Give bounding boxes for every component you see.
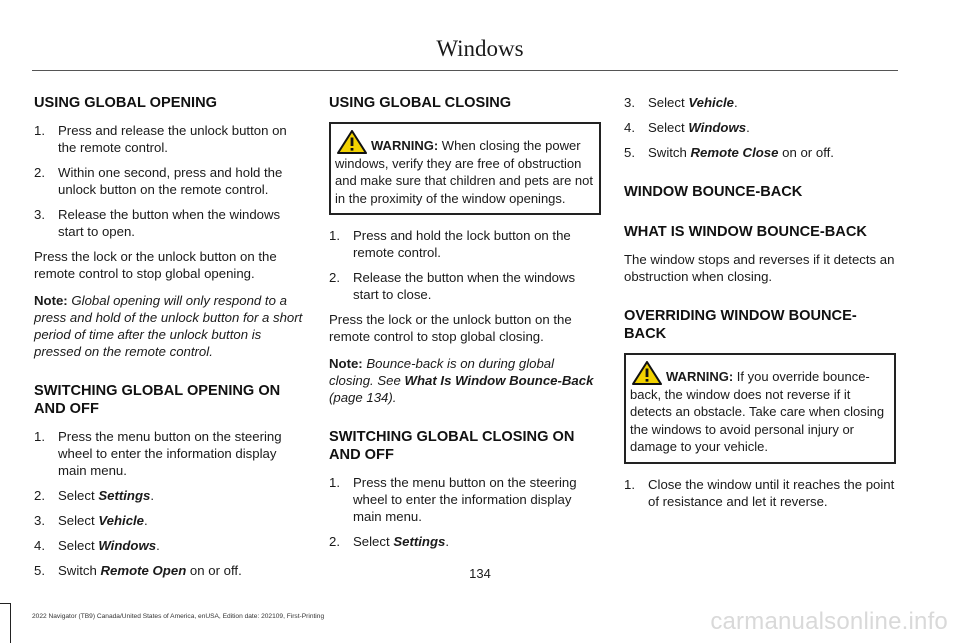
paragraph-bounce-back: The window stops and reverses if it detects an obstruction when closing. [624, 252, 895, 284]
column-1 [34, 94, 306, 587]
list-item: 3. Release the button when the windows start to open. [34, 207, 281, 239]
warning-triangle-icon [337, 130, 367, 154]
steps-switch-global-closing-continued [624, 94, 896, 161]
note-bounce-back: Note: Bounce-back is on during global closing. See What Is Window Bounce-Back (page 134). [329, 356, 594, 405]
warning-triangle-icon [632, 361, 662, 385]
note-global-opening: Note: Global opening will only respond to a press and hold of the unlock button for a short period of time after the unlock button is pressed on the remote control. [34, 293, 303, 359]
list-item: 2. Select Settings. [329, 534, 450, 549]
paragraph-stop-global-opening: Press the lock or the unlock button on the remote control to stop global opening. [34, 249, 277, 281]
list-item: 4. Select Windows. [624, 120, 750, 135]
steps-switch-global-closing [329, 474, 601, 550]
steps-switch-global-opening [34, 428, 306, 579]
heading-what-is-window-bounce-back: WHAT IS WINDOW BOUNCE-BACK [624, 224, 867, 240]
list-item: 1. Close the window until it reaches the point of resistance and let it reverse. [624, 476, 895, 509]
page-header-title: Windows [436, 36, 524, 61]
steps-override [624, 476, 896, 510]
heading-using-global-opening: USING GLOBAL OPENING [34, 95, 217, 111]
list-item: 2. Select Settings. [34, 488, 155, 503]
steps-global-closing [329, 227, 601, 303]
list-item: 3. Select Vehicle. [624, 95, 738, 110]
warning-box-override: WARNING: If you override bounce-back, the window does not reverse if it detects an obstacle. Take care when closing the windows to avoid personal injury or damage to your vehicle. [624, 353, 896, 464]
list-item: 1. Press the menu button on the steering wheel to enter the information display main menu. [34, 429, 282, 478]
column-3 [624, 94, 896, 518]
heading-switching-global-closing: SWITCHING GLOBAL CLOSING ON AND OFF [329, 429, 575, 463]
list-item: 5. Switch Remote Close on or off. [624, 145, 834, 160]
list-item: 1. Press and release the unlock button on the remote control. [34, 123, 287, 155]
paragraph-stop-global-closing: Press the lock or the unlock button on the remote control to stop global closing. [329, 312, 572, 344]
list-item: 1. Press the menu button on the steering wheel to enter the information display main menu. [329, 475, 577, 524]
header-divider [32, 70, 898, 71]
steps-global-opening [34, 122, 306, 240]
list-item: 3. Select Vehicle. [34, 513, 148, 528]
list-item: 2. Release the button when the windows start to close. [329, 270, 576, 302]
watermark: carmanualsonline.info [710, 608, 948, 635]
crop-mark [10, 603, 11, 643]
warning-box-global-closing: WARNING: When closing the power windows, verify they are free of obstruction and make sure that children and pets are not in the proximity of the window openings. [329, 122, 601, 215]
heading-switching-global-opening: SWITCHING GLOBAL OPENING ON AND OFF [34, 383, 281, 417]
heading-using-global-closing: USING GLOBAL CLOSING [329, 95, 512, 111]
list-item: 2. Within one second, press and hold the unlock button on the remote control. [34, 165, 283, 197]
heading-overriding-bounce-back: OVERRIDING WINDOW BOUNCE-BACK [624, 308, 857, 342]
cross-reference-link[interactable]: What Is Window Bounce-Back [404, 373, 594, 388]
list-item: 1. Press and hold the lock button on the remote control. [329, 228, 571, 260]
heading-window-bounce-back: WINDOW BOUNCE-BACK [624, 184, 803, 200]
page-number: 134 [469, 566, 491, 581]
list-item: 5. Switch Remote Open on or off. [34, 563, 242, 578]
crop-mark [0, 603, 10, 604]
edition-line: 2022 Navigator (TB9) Canada/United States of America, enUSA, Edition date: 202109, First-Printing [32, 613, 325, 620]
list-item: 4. Select Windows. [34, 538, 160, 553]
column-2 [329, 94, 601, 558]
